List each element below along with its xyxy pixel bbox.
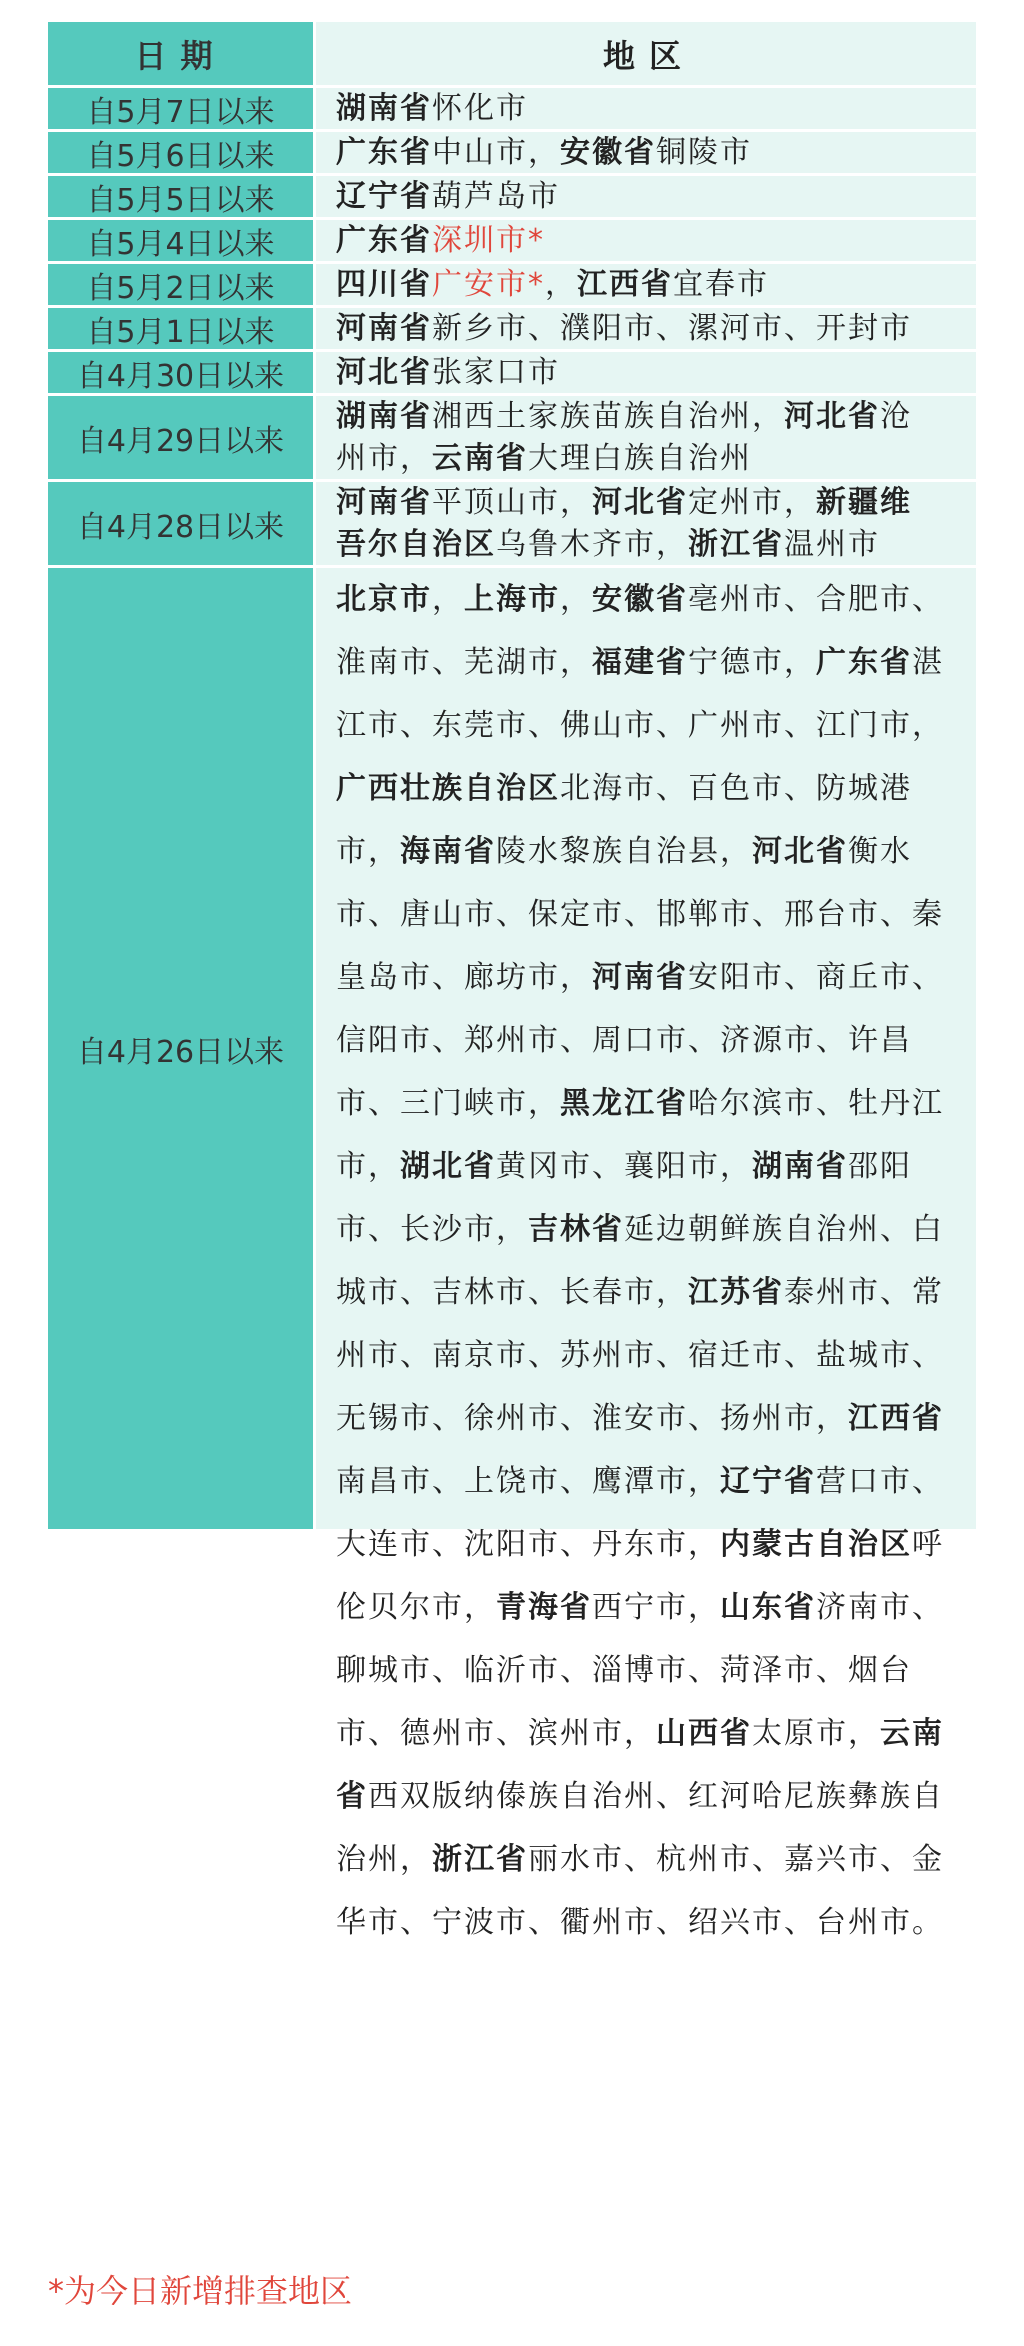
table-row [48,482,976,568]
region-line: 湖南省怀化市 [336,91,528,126]
region-line: 江市、东莞市、佛山市、广州市、江门市， [336,708,944,743]
region-line: 城市、吉林市、长春市，江苏省泰州市、常 [336,1275,944,1310]
risk-area-table [48,22,976,1940]
row-region [316,176,976,217]
region-line: 辽宁省葫芦岛市 [336,179,560,214]
region-line: 湖南省湘西土家族苗族自治州，河北省沧 [336,398,912,434]
region-line: 信阳市、郑州市、周口市、济源市、许昌 [336,1023,912,1058]
region-line: 伦贝尔市，青海省西宁市，山东省济南市、 [336,1590,944,1625]
header-date: 日期 [48,22,316,85]
region-line: 四川省广安市*，江西省宜春市 [336,267,769,302]
table-row [48,88,976,132]
table-header [48,22,976,88]
region-line: 治州，浙江省丽水市、杭州市、嘉兴市、金 [336,1842,944,1877]
region-line: 皇岛市、廊坊市，河南省安阳市、商丘市、 [336,960,944,995]
region-line: 市、三门峡市，黑龙江省哈尔滨市、牡丹江 [336,1086,944,1121]
footnote: *为今日新增排查地区 [48,2272,353,2310]
row-region [316,220,976,261]
table-row [48,176,976,220]
row-date: 自4月28日以来 [48,482,316,565]
table-row [48,264,976,308]
row-region [316,396,976,479]
row-date: 自5月4日以来 [48,220,316,261]
row-region [316,132,976,173]
row-date: 自5月2日以来 [48,264,316,305]
region-line: 无锡市、徐州市、淮安市、扬州市，江西省 [336,1401,944,1436]
table-row [48,132,976,176]
region-line: 州市，云南省大理白族自治州 [336,440,752,476]
region-line: 市、唐山市、保定市、邯郸市、邢台市、秦 [336,897,944,932]
region-line: 吾尔自治区乌鲁木齐市，浙江省温州市 [336,526,880,562]
region-line: 广西壮族自治区北海市、百色市、防城港 [336,771,912,806]
row-date: 自5月1日以来 [48,308,316,349]
table-row [48,308,976,352]
row-date: 自5月7日以来 [48,88,316,129]
region-line: 州市、南京市、苏州市、宿迁市、盐城市、 [336,1338,944,1373]
table-row [48,220,976,264]
region-line: 市，湖北省黄冈市、襄阳市，湖南省邵阳 [336,1149,912,1184]
region-line: 市，海南省陵水黎族自治县，河北省衡水 [336,834,912,869]
row-date: 自4月30日以来 [48,352,316,393]
region-line: 大连市、沈阳市、丹东市，内蒙古自治区呼 [336,1527,944,1562]
region-line: 华市、宁波市、衢州市、绍兴市、台州市。 [336,1905,944,1940]
row-region [316,264,976,305]
region-line: 省西双版纳傣族自治州、红河哈尼族彝族自 [336,1779,944,1814]
table-row [48,568,976,1940]
row-date: 自4月29日以来 [48,396,316,479]
row-region [316,568,976,1940]
table-row [48,396,976,482]
region-line: 淮南市、芜湖市，福建省宁德市，广东省湛 [336,645,944,680]
region-line: 河北省张家口市 [336,355,560,390]
region-line: 河南省新乡市、濮阳市、漯河市、开封市 [336,311,912,346]
region-line: 市、德州市、滨州市，山西省太原市，云南 [336,1716,944,1751]
row-date: 自4月26日以来 [48,568,316,1529]
table-row [48,352,976,396]
region-line: 北京市，上海市，安徽省亳州市、合肥市、 [336,582,944,617]
row-region [316,352,976,393]
region-line: 广东省深圳市* [336,223,545,258]
region-line: 聊城市、临沂市、淄博市、菏泽市、烟台 [336,1653,912,1688]
region-line: 市、长沙市，吉林省延边朝鲜族自治州、白 [336,1212,944,1247]
row-region [316,482,976,565]
region-line: 河南省平顶山市，河北省定州市，新疆维 [336,484,912,520]
region-line: 广东省中山市，安徽省铜陵市 [336,135,752,170]
region-line: 南昌市、上饶市、鹰潭市，辽宁省营口市、 [336,1464,944,1499]
row-date: 自5月5日以来 [48,176,316,217]
header-region: 地区 [316,22,976,85]
row-region [316,88,976,129]
row-region [316,308,976,349]
row-date: 自5月6日以来 [48,132,316,173]
